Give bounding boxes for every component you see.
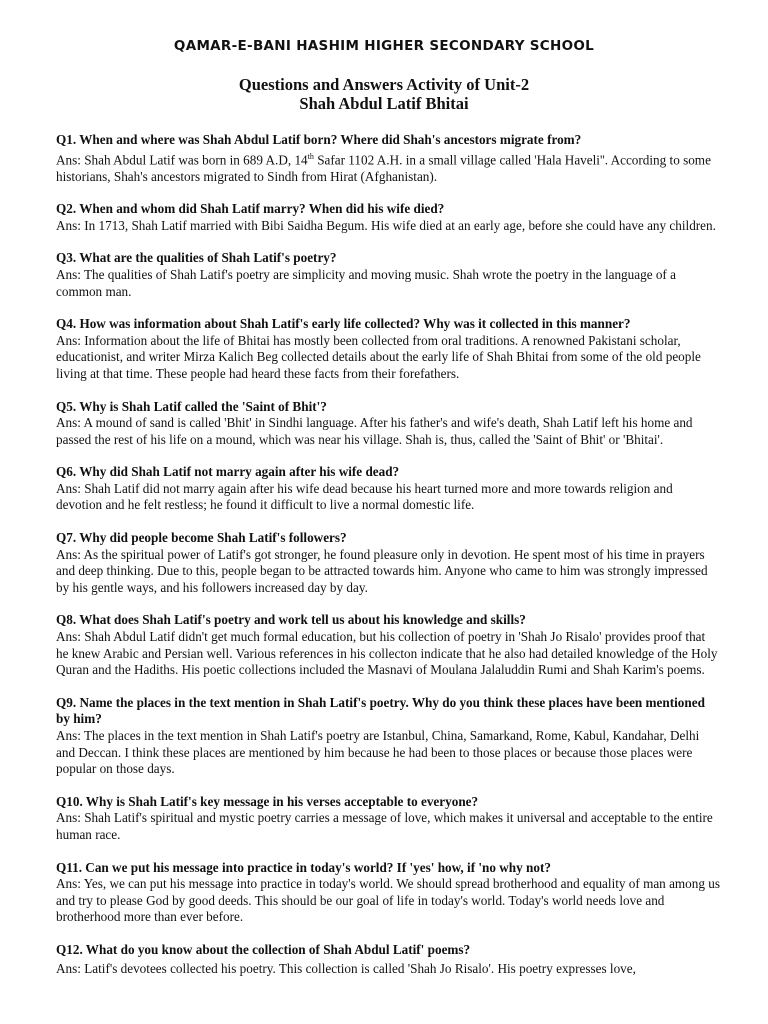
answer-text: Ans: In 1713, Shah Latif married with Bibi Saidha Begum. His wife died at an early age, before she could have any children. — [56, 217, 716, 233]
answer-text-part: Ans: Shah Abdul Latif was born in 689 A.D, 14 — [56, 151, 308, 167]
answer-text: Ans: Information about the life of Bhitai has mostly been collected from oral traditions. A renowned Pakistani scholar, educationist, and writer Mirza Kalich Beg collected details about the early life of Shah Bhitai from some of the old people living at that time. These people had heard these facts from their forefathers. — [56, 332, 701, 381]
qa-item — [56, 860, 720, 926]
question-text: Q12. What do you know about the collection of Shah Abdul Latif' poems? — [56, 941, 471, 957]
answer-text: Ans: Shah Latif's spiritual and mystic poetry carries a message of love, which makes it universal and acceptable to the entire human race. — [56, 810, 713, 842]
qa-item — [56, 530, 720, 596]
question-text: Q6. Why did Shah Latif not marry again after his wife dead? — [56, 464, 400, 480]
question-text: Q10. Why is Shah Latif's key message in his verses acceptable to everyone? — [56, 793, 479, 809]
question-text: Q3. What are the qualities of Shah Latif's poetry? — [56, 250, 337, 266]
question-text: Q4. How was information about Shah Latif's early life collected? Why was it collected in this manner? — [56, 316, 631, 332]
document-subtitle: Shah Abdul Latif Bhitai — [299, 94, 469, 113]
qa-item — [56, 612, 720, 678]
qa-item — [56, 794, 720, 844]
qa-item — [56, 201, 720, 234]
qa-item — [56, 695, 720, 778]
question-text: Q7. Why did people become Shah Latif's followers? — [56, 530, 347, 546]
question-text: Q5. Why is Shah Latif called the 'Saint of Bhit'? — [56, 398, 327, 414]
question-text: Q8. What does Shah Latif's poetry and work tell us about his knowledge and skills? — [56, 612, 526, 628]
answer-text: Ans: Yes, we can put his message into practice in today's world. We should spread brotherhood and equality of man among us and try to please God by good deeds. This should be our goal of life in today's world. Today's world needs love and brotherhood more than ever before. — [56, 876, 720, 925]
qa-list — [56, 132, 720, 993]
ordinal-superscript: th — [307, 151, 314, 161]
qa-item — [56, 132, 720, 185]
answer-text: Ans: The places in the text mention in Shah Latif's poetry are Istanbul, China, Samarkand, Rome, Kabul, Kandahar, Delhi and Deccan. I think these places are mentioned by him because he had been to those places or because those places were popular on those days. — [56, 728, 700, 777]
answer-text: Ans: Latif's devotees collected his poetry. This collection is called 'Shah Jo Risalo'. His poetry expresses love, — [56, 960, 636, 976]
answer-text: Ans: Shah Latif did not marry again after his wife dead because his heart turned more and more towards religion and devotion and he felt restless; he found it difficult to live a normal domestic life. — [56, 480, 673, 513]
question-text: Q1. When and where was Shah Abdul Latif born? Where did Shah's ancestors migrate from? — [56, 132, 582, 147]
document-title-block — [0, 75, 768, 113]
qa-item — [56, 250, 720, 300]
qa-item — [56, 464, 720, 514]
qa-item — [56, 316, 720, 382]
qa-item — [56, 942, 720, 977]
answer-text: Ans: As the spiritual power of Latif's got stronger, he found pleasure only in devotion. He spent most of his time in prayers and deep thinking. Due to this, people began to be attracted towards him. Anyone who came to him was strongly impressed by his gentle ways, and his followers increased day by day. — [56, 546, 708, 595]
answer-text: Ans: The qualities of Shah Latif's poetry are simplicity and moving music. Shah wrote the poetry in the language of a common man. — [56, 266, 676, 299]
question-text: Q11. Can we put his message into practice in today's world? If 'yes' how, if 'no why not? — [56, 859, 551, 875]
school-name: QAMAR-E-BANI HASHIM HIGHER SECONDARY SCHOOL — [173, 38, 595, 54]
qa-item — [56, 399, 720, 449]
answer-text: Ans: A mound of sand is called 'Bhit' in Sindhi language. After his father's and wife's death, Shah Latif left his home and passed the rest of his life on a mound, which was near his village. Shah is, thus, called the 'Saint of Bhit' or 'Bhitai'. — [56, 415, 693, 447]
answer-text: Ans: Shah Abdul Latif didn't get much formal education, but his collection of poetry in 'Shah Jo Risalo' provides proof that he knew Arabic and Persian well. Various references in his collecton indicate that he also had detailed knowledge of the Holy Quran and the Hadiths. His poetic collections included the Masnavi of Moulana Jalaluddin Rumi and Shah Karim's poems. — [56, 629, 718, 678]
question-text: Q2. When and whom did Shah Latif marry? When did his wife died? — [56, 201, 445, 217]
answer-text-part: Safar 1102 A.H. in a small village called 'Hala Haveli''. According to some historians, Shah's ancestors migrated to Sindh from Hirat (Afghanistan). — [56, 151, 711, 184]
question-text: Q9. Name the places in the text mention in Shah Latif's poetry. Why do you think these places have been mentioned by him? — [56, 694, 705, 727]
answer-text — [56, 149, 720, 186]
document-title: Questions and Answers Activity of Unit-2 — [238, 75, 530, 94]
